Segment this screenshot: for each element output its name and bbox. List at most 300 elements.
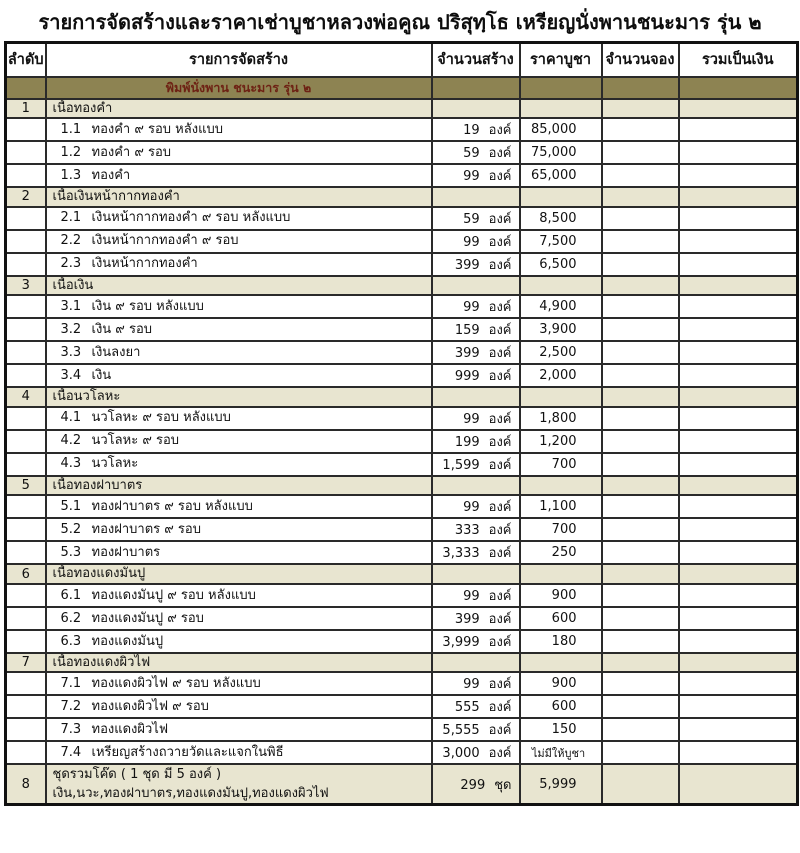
item-name-cell (46, 295, 432, 318)
item-code: 6.1 (60, 587, 82, 603)
reserved-cell (602, 295, 679, 318)
reserved-cell (602, 164, 679, 187)
reserved-cell (602, 653, 679, 673)
quantity-cell (432, 541, 520, 564)
reserved-cell (602, 253, 679, 276)
item-row (6, 364, 798, 387)
series-band-row (6, 77, 798, 99)
price-cell: 75,000 (520, 141, 602, 164)
quantity-value: 99 (463, 500, 480, 516)
item-row (6, 407, 798, 430)
item-code: 5.1 (60, 498, 82, 514)
total-cell (679, 407, 798, 430)
row-number-cell (6, 584, 46, 607)
band-cell (432, 77, 520, 99)
total-cell (679, 253, 798, 276)
section-name-cell: เนื้อนวโลหะ (46, 387, 432, 407)
reserved-cell (602, 141, 679, 164)
item-label: เงิน ๙ รอบ (91, 321, 153, 337)
item-name-cell (46, 230, 432, 253)
price-cell: 900 (520, 584, 602, 607)
section-row (6, 564, 798, 584)
total-cell (679, 387, 798, 407)
price-cell (520, 476, 602, 496)
band-cell (6, 77, 46, 99)
item-label: เงิน ๙ รอบ หลังแบบ (91, 298, 204, 314)
quantity-cell (432, 207, 520, 230)
total-cell (679, 453, 798, 476)
quantity-unit: องค์ (488, 434, 512, 450)
quantity-cell (432, 230, 520, 253)
total-cell (679, 118, 798, 141)
total-cell (679, 672, 798, 695)
series-band-label: พิมพ์นั่งพาน ชนะมาร รุ่น ๒ (46, 77, 432, 99)
band-cell (602, 77, 679, 99)
price-cell: 85,000 (520, 118, 602, 141)
item-code: 1.1 (60, 121, 82, 137)
section-name-cell: เนื้อทองแดงผิวไฟ (46, 653, 432, 673)
reserved-cell (602, 387, 679, 407)
row-number-cell: 7 (6, 653, 46, 673)
reserved-cell (602, 207, 679, 230)
item-code: 7.4 (60, 745, 82, 761)
price-cell: 1,200 (520, 430, 602, 453)
item-name-cell (46, 407, 432, 430)
reserved-cell (602, 584, 679, 607)
item-code: 3.3 (60, 344, 82, 360)
item-name-cell (46, 430, 432, 453)
item-name-cell (46, 207, 432, 230)
quantity-cell (432, 564, 520, 584)
quantity-cell (432, 387, 520, 407)
quantity-unit: องค์ (488, 611, 512, 627)
row-number-cell (6, 141, 46, 164)
table-body (6, 77, 798, 805)
total-cell (679, 230, 798, 253)
quantity-cell (432, 695, 520, 718)
quantity-cell (432, 741, 520, 764)
reserved-cell (602, 453, 679, 476)
price-cell: 250 (520, 541, 602, 564)
item-code: 5.2 (60, 521, 82, 537)
reserved-cell (602, 718, 679, 741)
quantity-value: 99 (463, 234, 480, 250)
section-name-cell: เนื้อทองแดงมันปู (46, 564, 432, 584)
quantity-cell (432, 164, 520, 187)
price-cell (520, 564, 602, 584)
price-cell (520, 99, 602, 119)
quantity-value: 59 (463, 146, 480, 162)
item-name-cell (46, 584, 432, 607)
reserved-cell (602, 364, 679, 387)
page-title: รายการจัดสร้างและราคาเช่าบูชาหลวงพ่อคูณ ปริสุทฺโธ เหรียญนั่งพานชนะมาร รุ่น ๒ (38, 10, 762, 34)
quantity-unit: องค์ (488, 700, 512, 716)
quantity-value: 3,333 (442, 546, 480, 562)
quantity-unit: องค์ (488, 500, 512, 516)
total-cell (679, 630, 798, 653)
total-cell (679, 341, 798, 364)
quantity-value: 999 (454, 369, 480, 385)
item-label: ทองฝาบาตร ๙ รอบ (91, 521, 201, 537)
row-number-cell: 4 (6, 387, 46, 407)
header-total-amount: รวมเป็นเงิน (679, 43, 798, 77)
row-number-cell: 3 (6, 276, 46, 296)
total-cell (679, 318, 798, 341)
quantity-value: 19 (463, 123, 480, 139)
total-cell (679, 653, 798, 673)
item-code: 3.2 (60, 321, 82, 337)
total-cell (679, 295, 798, 318)
item-row (6, 295, 798, 318)
item-name-cell (46, 741, 432, 764)
quantity-value: 399 (454, 257, 480, 273)
item-code: 6.2 (60, 610, 82, 626)
item-row (6, 207, 798, 230)
price-cell: 4,900 (520, 295, 602, 318)
reserved-cell (602, 318, 679, 341)
quantity-cell (432, 187, 520, 207)
reserved-cell (602, 341, 679, 364)
quantity-value: 1,599 (442, 457, 480, 473)
quantity-value: 3,999 (442, 634, 480, 650)
row-number-cell (6, 495, 46, 518)
quantity-unit: องค์ (488, 523, 512, 539)
price-cell: 7,500 (520, 230, 602, 253)
quantity-cell (432, 630, 520, 653)
item-name-cell (46, 453, 432, 476)
quantity-unit: องค์ (488, 257, 512, 273)
price-cell (520, 653, 602, 673)
item-row (6, 230, 798, 253)
item-label: ทองแดงผิวไฟ ๙ รอบ (91, 699, 209, 715)
quantity-value: 99 (463, 588, 480, 604)
item-name-cell (46, 341, 432, 364)
total-cell (679, 364, 798, 387)
row-number-cell (6, 541, 46, 564)
header-item: รายการจัดสร้าง (46, 43, 432, 77)
price-cell: 5,999 (520, 764, 602, 805)
quantity-cell (432, 653, 520, 673)
row-number-cell (6, 295, 46, 318)
price-cell: 1,800 (520, 407, 602, 430)
row-number-cell: 1 (6, 99, 46, 119)
row-number-cell (6, 672, 46, 695)
quantity-value: 99 (463, 300, 480, 316)
section-name-cell (46, 764, 432, 805)
item-row (6, 341, 798, 364)
section-row (6, 653, 798, 673)
quantity-value: 399 (454, 611, 480, 627)
band-cell (520, 77, 602, 99)
item-name-cell (46, 607, 432, 630)
quantity-unit: องค์ (488, 746, 512, 762)
row-number-cell (6, 164, 46, 187)
item-code: 6.3 (60, 633, 82, 649)
item-label: เงิน (91, 367, 112, 383)
item-label: นวโลหะ ๙ รอบ (91, 433, 180, 449)
row-number-cell: 6 (6, 564, 46, 584)
price-cell (520, 187, 602, 207)
item-code: 5.3 (60, 544, 82, 560)
reserved-cell (602, 630, 679, 653)
total-cell (679, 430, 798, 453)
quantity-unit: องค์ (488, 588, 512, 604)
item-row (6, 318, 798, 341)
section-row (6, 476, 798, 496)
quantity-unit: องค์ (488, 369, 512, 385)
total-cell (679, 99, 798, 119)
price-cell: 900 (520, 672, 602, 695)
item-label: เงินลงยา (91, 344, 141, 360)
reserved-cell (602, 187, 679, 207)
quantity-cell (432, 672, 520, 695)
total-cell (679, 207, 798, 230)
item-code: 2.3 (60, 256, 82, 272)
quantity-unit: องค์ (488, 300, 512, 316)
item-label: เงินหน้ากากทองคำ (91, 256, 198, 272)
quantity-cell (432, 764, 520, 805)
total-cell (679, 564, 798, 584)
item-name-cell (46, 518, 432, 541)
item-label: ทองแดงมันปู (91, 633, 164, 649)
total-cell (679, 476, 798, 496)
item-label: ทองแดงมันปู ๙ รอบ หลังแบบ (91, 587, 256, 603)
section-row (6, 276, 798, 296)
quantity-cell (432, 607, 520, 630)
quantity-cell (432, 718, 520, 741)
quantity-value: 59 (463, 211, 480, 227)
item-code: 3.4 (60, 367, 82, 383)
row-number-cell (6, 718, 46, 741)
item-name-cell (46, 118, 432, 141)
quantity-value: 99 (463, 677, 480, 693)
item-label: ทองฝาบาตร (91, 544, 161, 560)
row-number-cell (6, 630, 46, 653)
quantity-cell (432, 364, 520, 387)
row-number-cell (6, 407, 46, 430)
item-row (6, 164, 798, 187)
row-number-cell (6, 607, 46, 630)
row-number-cell (6, 253, 46, 276)
reserved-cell (602, 741, 679, 764)
row-number-cell (6, 118, 46, 141)
section-row (6, 187, 798, 207)
price-cell: 150 (520, 718, 602, 741)
reserved-cell (602, 764, 679, 805)
set-name-line: ชุดรวมโค๊ด ( 1 ชุด มี 5 องค์ ) (52, 767, 222, 783)
quantity-unit: องค์ (488, 169, 512, 185)
quantity-unit: องค์ (488, 634, 512, 650)
reserved-cell (602, 518, 679, 541)
reserved-cell (602, 495, 679, 518)
quantity-cell (432, 430, 520, 453)
row-number-cell (6, 695, 46, 718)
price-cell: 180 (520, 630, 602, 653)
item-name-cell (46, 164, 432, 187)
section-row (6, 387, 798, 407)
row-number-cell: 2 (6, 187, 46, 207)
row-number-cell: 8 (6, 764, 46, 805)
total-cell (679, 276, 798, 296)
item-code: 2.1 (60, 210, 82, 226)
total-cell (679, 607, 798, 630)
quantity-unit: องค์ (488, 123, 512, 139)
price-cell: 65,000 (520, 164, 602, 187)
quantity-value: 333 (454, 523, 480, 539)
item-label: ทองฝาบาตร ๙ รอบ หลังแบบ (91, 498, 253, 514)
item-label: ทองคำ (91, 167, 131, 183)
header-order: ลำดับ (6, 43, 46, 77)
quantity-unit: องค์ (488, 723, 512, 739)
item-row (6, 584, 798, 607)
item-name-cell (46, 318, 432, 341)
reserved-cell (602, 564, 679, 584)
quantity-cell (432, 407, 520, 430)
item-name-cell (46, 253, 432, 276)
reserved-cell (602, 607, 679, 630)
quantity-cell (432, 518, 520, 541)
item-label: เงินหน้ากากทองคำ ๙ รอบ (91, 233, 239, 249)
quantity-unit: องค์ (488, 457, 512, 473)
quantity-unit: องค์ (488, 146, 512, 162)
item-code: 4.1 (60, 410, 82, 426)
reserved-cell (602, 230, 679, 253)
item-row (6, 430, 798, 453)
price-cell (520, 387, 602, 407)
item-name-cell (46, 718, 432, 741)
quantity-cell (432, 141, 520, 164)
section-row (6, 764, 798, 805)
price-cell: 2,000 (520, 364, 602, 387)
item-label: ทองแดงผิวไฟ (91, 722, 169, 738)
price-cell: 700 (520, 518, 602, 541)
quantity-value: 199 (454, 434, 480, 450)
item-name-cell (46, 141, 432, 164)
reserved-cell (602, 541, 679, 564)
set-contents-line: เงิน,นวะ,ทองฝาบาตร,ทองแดงมันปู,ทองแดงผิวไฟ (52, 786, 329, 802)
quantity-unit: องค์ (488, 323, 512, 339)
quantity-cell (432, 318, 520, 341)
item-row (6, 541, 798, 564)
quantity-unit: องค์ (488, 677, 512, 693)
quantity-cell (432, 99, 520, 119)
quantity-value: 555 (454, 700, 480, 716)
quantity-cell (432, 495, 520, 518)
item-code: 7.3 (60, 722, 82, 738)
total-cell (679, 164, 798, 187)
quantity-unit: องค์ (488, 234, 512, 250)
item-code: 3.1 (60, 298, 82, 314)
item-row (6, 672, 798, 695)
table-header (6, 43, 798, 77)
row-number-cell (6, 364, 46, 387)
reserved-cell (602, 118, 679, 141)
quantity-unit: ชุด (494, 777, 512, 793)
item-label: ทองแดงผิวไฟ ๙ รอบ หลังแบบ (91, 676, 261, 692)
quantity-unit: องค์ (488, 411, 512, 427)
item-code: 2.2 (60, 233, 82, 249)
price-cell: 600 (520, 695, 602, 718)
price-cell (520, 276, 602, 296)
item-row (6, 607, 798, 630)
item-row (6, 253, 798, 276)
item-label: เงินหน้ากากทองคำ ๙ รอบ หลังแบบ (91, 210, 291, 226)
quantity-unit: องค์ (488, 346, 512, 362)
section-name-cell: เนื้อเงิน (46, 276, 432, 296)
row-number-cell (6, 207, 46, 230)
price-cell: ไม่มีให้บูชา (520, 741, 602, 764)
total-cell (679, 187, 798, 207)
row-number-cell (6, 430, 46, 453)
quantity-cell (432, 295, 520, 318)
quantity-value: 3,000 (442, 746, 480, 762)
item-label: เหรียญสร้างถวายวัดและแจกในพิธี (91, 745, 284, 761)
header-quantity-made: จำนวนสร้าง (432, 43, 520, 77)
section-name-cell: เนื้อทองคำ (46, 99, 432, 119)
price-table (4, 41, 799, 806)
item-label: นวโลหะ (91, 456, 139, 472)
header-row (6, 43, 798, 77)
total-cell (679, 584, 798, 607)
total-cell (679, 718, 798, 741)
item-name-cell (46, 364, 432, 387)
reserved-cell (602, 99, 679, 119)
item-name-cell (46, 495, 432, 518)
row-number-cell (6, 230, 46, 253)
row-number-cell (6, 518, 46, 541)
quantity-unit: องค์ (488, 546, 512, 562)
section-row (6, 99, 798, 119)
quantity-value: 399 (454, 346, 480, 362)
item-code: 7.1 (60, 676, 82, 692)
total-cell (679, 764, 798, 805)
quantity-value: 99 (463, 169, 480, 185)
quantity-value: 99 (463, 411, 480, 427)
item-row (6, 141, 798, 164)
reserved-cell (602, 407, 679, 430)
total-cell (679, 695, 798, 718)
item-name-cell (46, 672, 432, 695)
item-label: ทองแดงมันปู ๙ รอบ (91, 610, 204, 626)
section-name-cell: เนื้อเงินหน้ากากทองคำ (46, 187, 432, 207)
price-cell: 1,100 (520, 495, 602, 518)
item-row (6, 118, 798, 141)
reserved-cell (602, 276, 679, 296)
price-cell: 6,500 (520, 253, 602, 276)
item-code: 4.3 (60, 456, 82, 472)
price-cell: 700 (520, 453, 602, 476)
item-row (6, 518, 798, 541)
item-name-cell (46, 541, 432, 564)
item-code: 1.2 (60, 144, 82, 160)
quantity-cell (432, 118, 520, 141)
item-row (6, 495, 798, 518)
item-code: 4.2 (60, 433, 82, 449)
row-number-cell (6, 741, 46, 764)
section-name-cell: เนื้อทองฝาบาตร (46, 476, 432, 496)
item-row (6, 453, 798, 476)
row-number-cell (6, 341, 46, 364)
price-cell: 8,500 (520, 207, 602, 230)
quantity-value: 5,555 (442, 723, 480, 739)
price-cell: 600 (520, 607, 602, 630)
total-cell (679, 495, 798, 518)
row-number-cell (6, 318, 46, 341)
total-cell (679, 541, 798, 564)
quantity-value: 159 (454, 323, 480, 339)
total-cell (679, 741, 798, 764)
item-code: 7.2 (60, 699, 82, 715)
